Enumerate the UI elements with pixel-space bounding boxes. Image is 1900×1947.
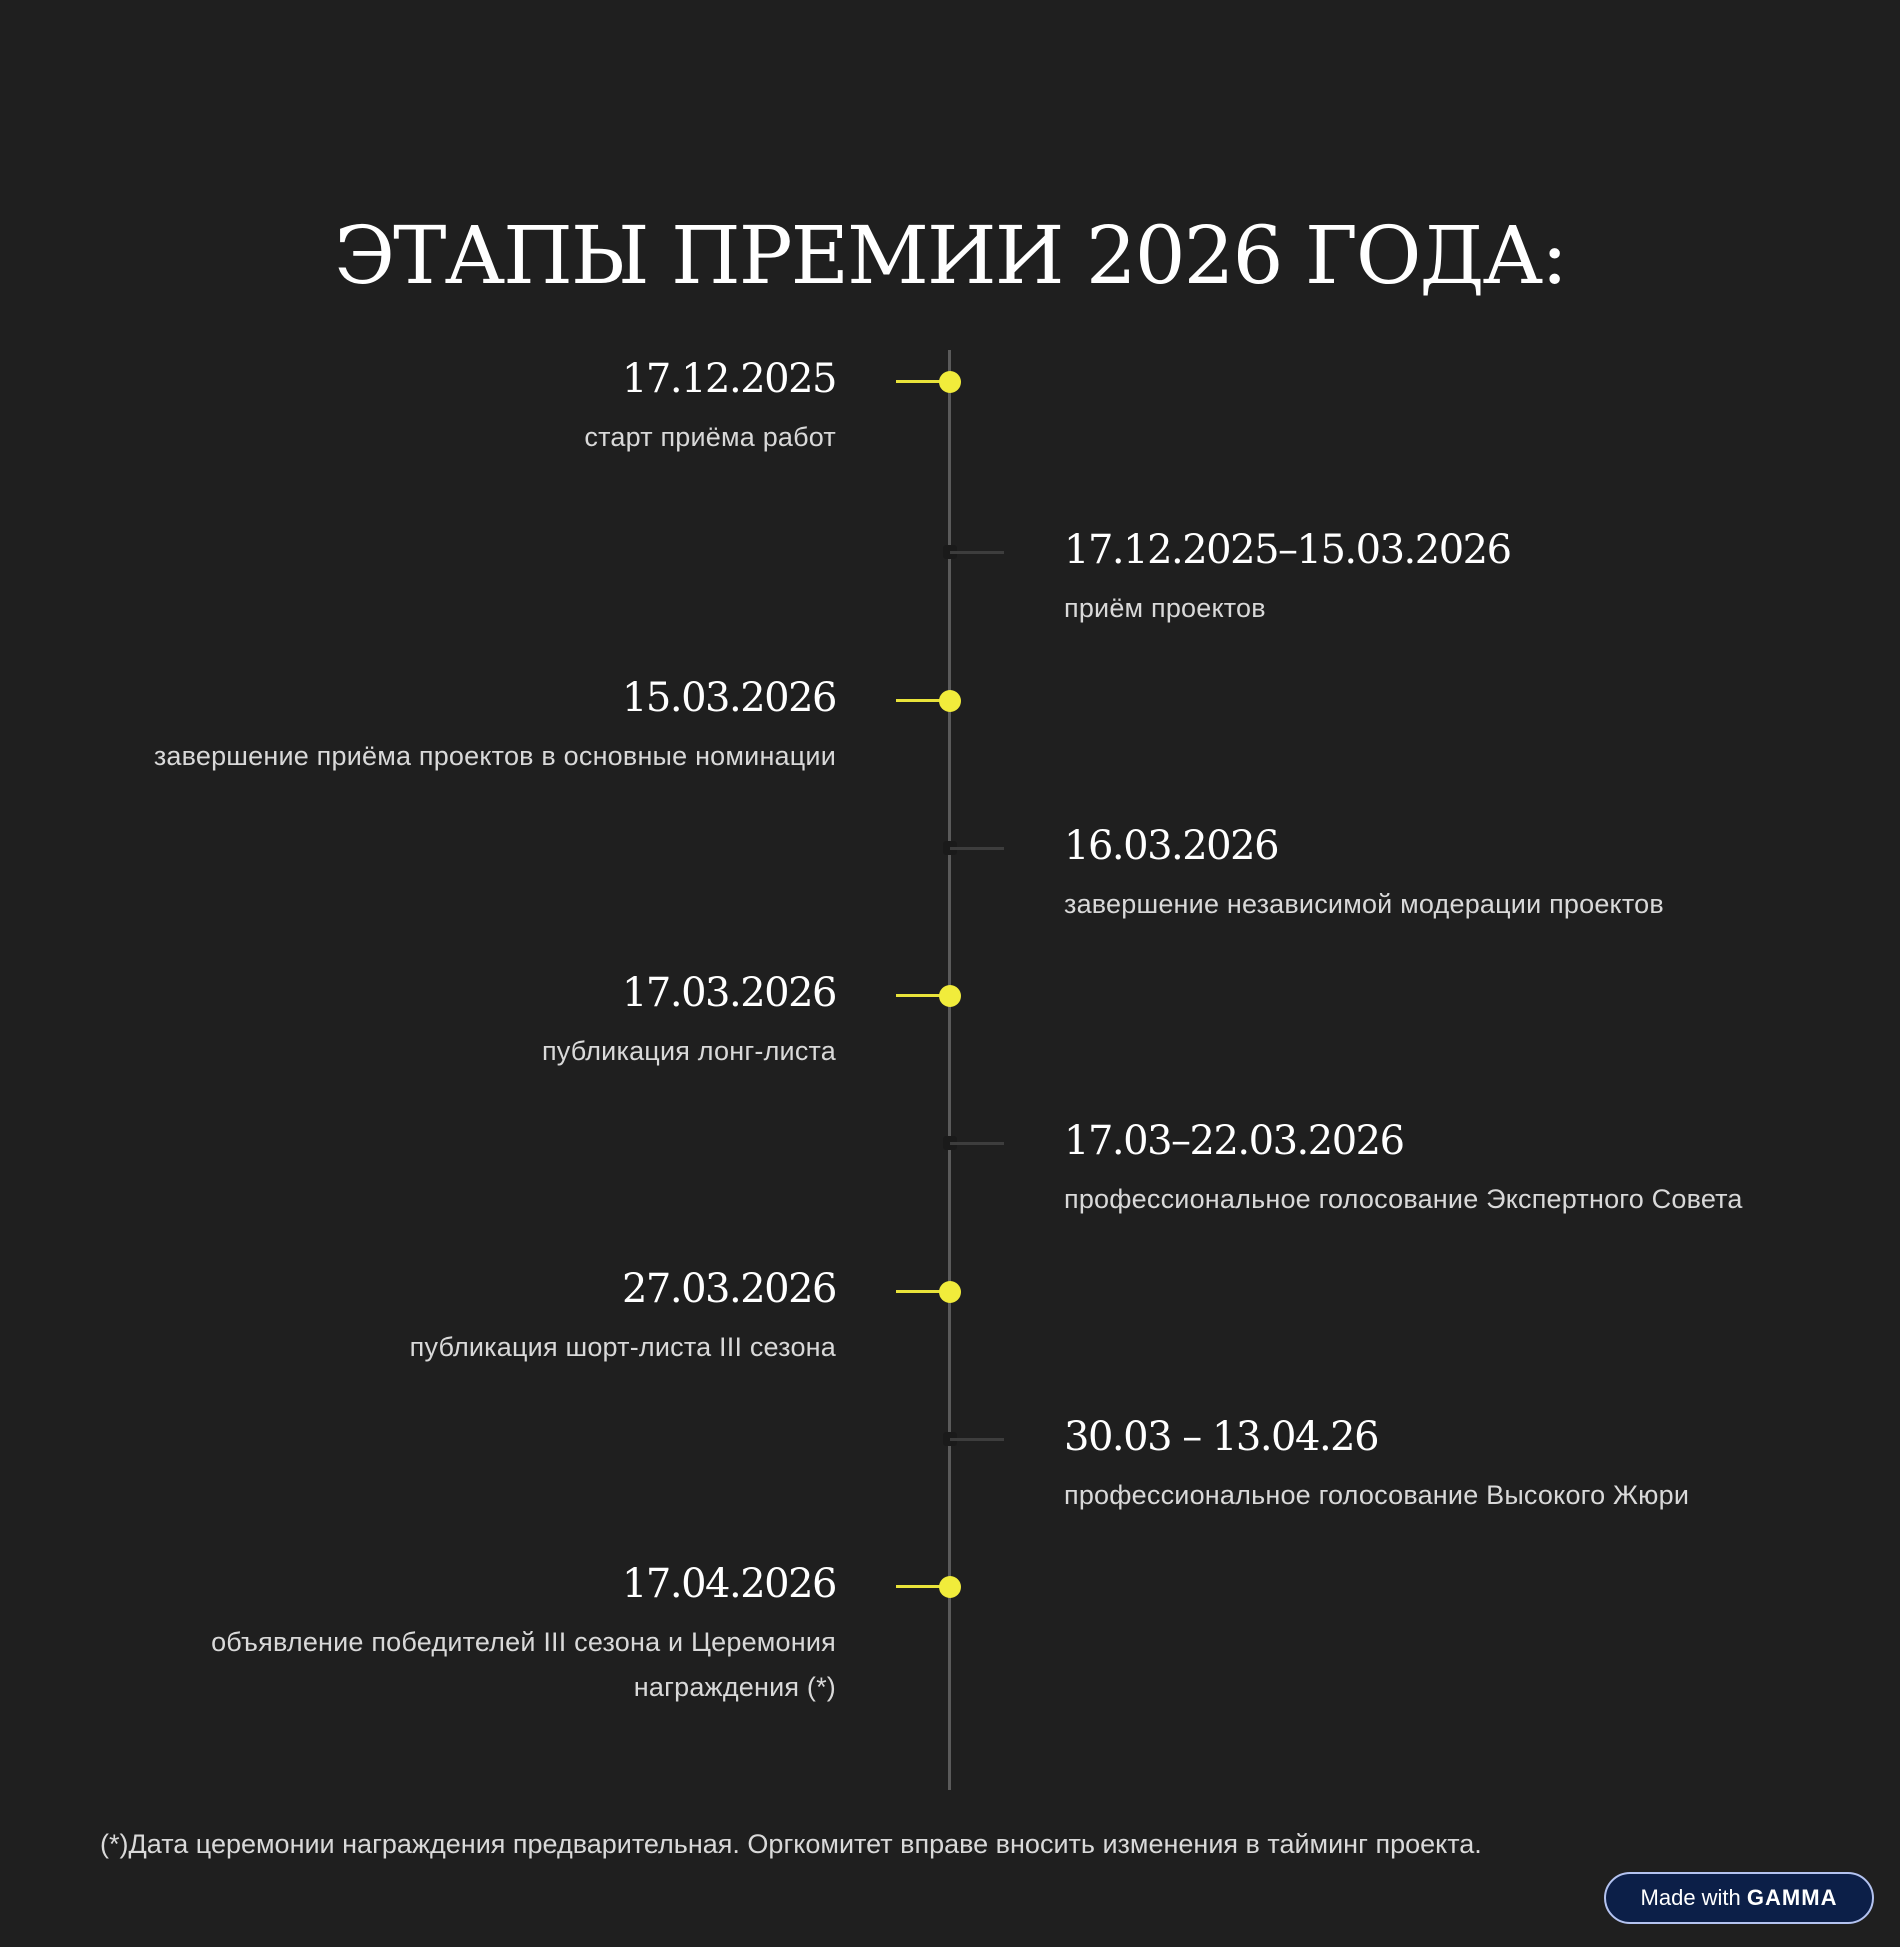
timeline-dot: [939, 1281, 961, 1303]
page-title: ЭТАПЫ ПРЕМИИ 2026 ГОДА:: [333, 209, 1567, 302]
timeline-event: [1064, 1117, 1743, 1222]
footnote: (*)Дата церемонии награждения предварительная. Оргкомитет вправе вносить изменения в тайминг проекта.: [100, 1829, 1482, 1859]
event-description: старт приёма работ: [584, 422, 836, 452]
timeline-event: [76, 969, 836, 1074]
event-date: 17.12.2025–15.03.2026: [1064, 527, 1511, 573]
event-description: публикация лонг-листа: [541, 1036, 836, 1066]
timeline-event: [76, 674, 836, 779]
timeline-connector: [950, 1142, 1004, 1145]
event-description: завершение независимой модерации проектов: [1064, 889, 1664, 919]
event-description: публикация шорт-листа III сезона: [409, 1332, 836, 1362]
timeline-dot: [939, 690, 961, 712]
timeline-event: [76, 1560, 836, 1710]
timeline-event: [76, 355, 836, 460]
timeline-event: [1064, 526, 1511, 631]
event-description: объявление победителей III сезона и Церемония награждения (*): [211, 1627, 836, 1702]
event-description: завершение приёма проектов в основные номинации: [153, 741, 836, 771]
badge-prefix: Made with: [1640, 1885, 1741, 1910]
event-date: 30.03 – 13.04.26: [1064, 1414, 1379, 1460]
event-description: профессиональное голосование Экспертного Совета: [1064, 1184, 1743, 1214]
event-date: 17.04.2026: [621, 1561, 836, 1607]
event-date: 15.03.2026: [621, 675, 836, 721]
event-date: 17.03.2026: [621, 970, 836, 1016]
timeline-event: [76, 1265, 836, 1370]
gamma-logo: GAMMA: [1746, 1885, 1838, 1910]
timeline-connector: [950, 847, 1004, 850]
timeline-dot: [939, 371, 961, 393]
timeline-connector: [950, 1438, 1004, 1441]
timeline-connector: [950, 551, 1004, 554]
timeline-event: [1064, 822, 1664, 927]
event-date: 27.03.2026: [621, 1266, 836, 1312]
event-date: 16.03.2026: [1064, 823, 1279, 869]
event-date: 17.03–22.03.2026: [1064, 1118, 1404, 1164]
event-description: профессиональное голосование Высокого Жюри: [1064, 1480, 1690, 1510]
event-date: 17.12.2025: [621, 356, 836, 402]
made-with-gamma-badge[interactable]: [1604, 1872, 1874, 1924]
event-description: приём проектов: [1064, 593, 1266, 623]
timeline-axis: [948, 350, 951, 1790]
timeline-dot: [939, 1576, 961, 1598]
timeline-dot: [939, 985, 961, 1007]
timeline-event: [1064, 1413, 1689, 1518]
